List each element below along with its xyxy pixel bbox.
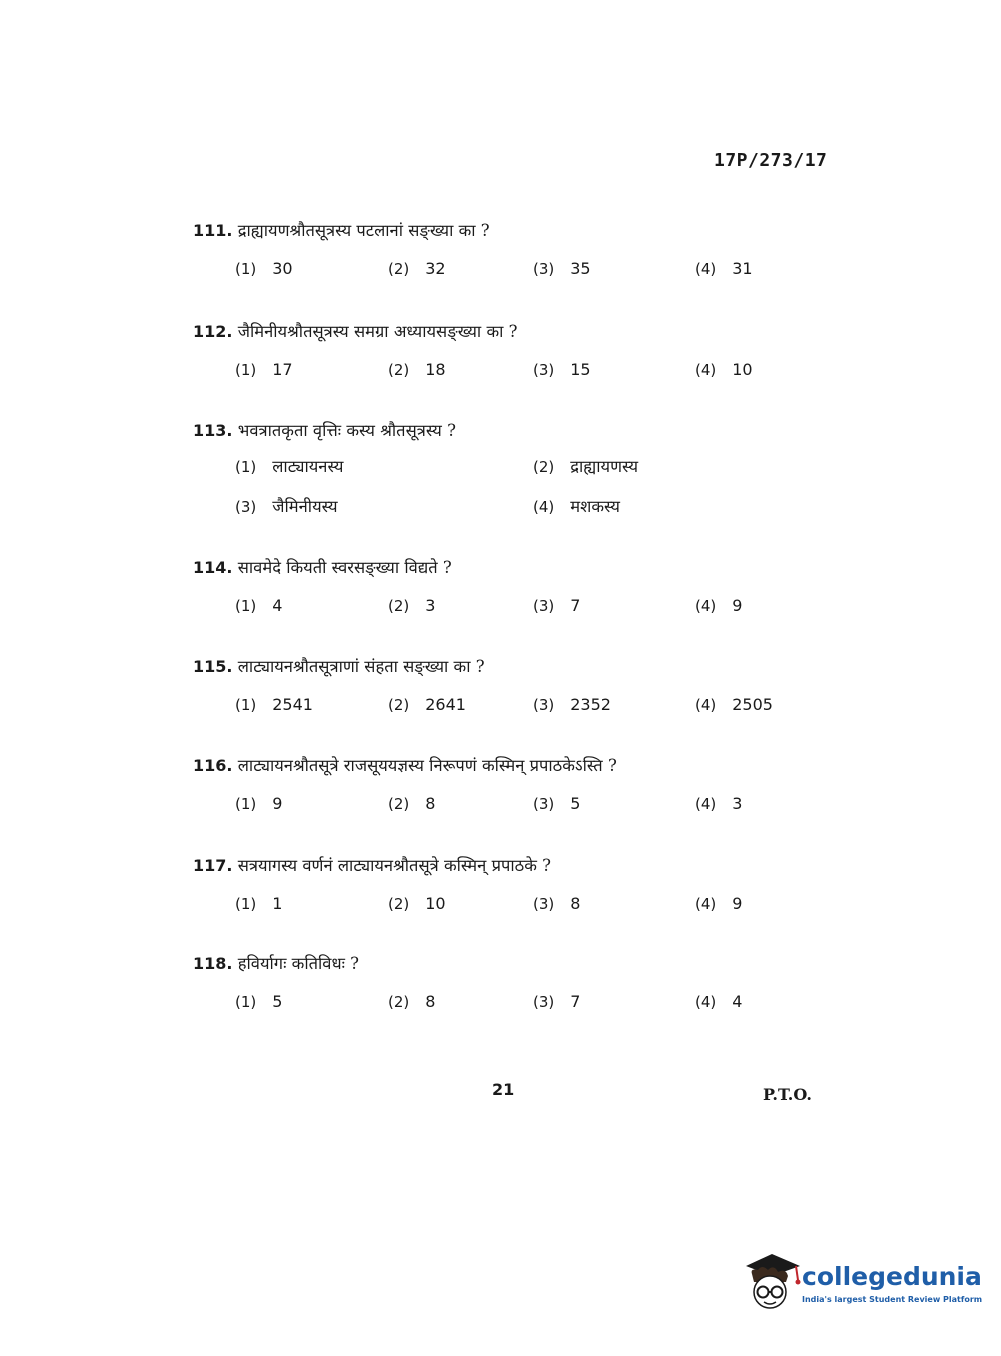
option-label: (4) (533, 498, 555, 516)
option-value: 35 (570, 259, 591, 278)
option-label: (1) (235, 696, 257, 714)
option-label: (1) (235, 895, 257, 913)
question-text: सत्रयागस्य वर्णनं लाट्यायनश्रौतसूत्रे कस्मिन् प्रपाठके ? (237, 856, 551, 875)
option-value: 2541 (272, 695, 313, 714)
option-3 (533, 357, 591, 383)
option-3 (533, 256, 591, 282)
option-3 (533, 791, 580, 817)
option-label: (3) (533, 795, 555, 813)
question-number: 118. (193, 954, 233, 973)
option-1 (235, 989, 282, 1015)
option-value: 9 (732, 894, 743, 913)
question-number: 116. (193, 756, 233, 775)
option-label: (1) (235, 993, 257, 1011)
question-text: लाट्यायनश्रौतसूत्राणां संहता सङ्ख्या का ? (237, 657, 485, 676)
option-label: (4) (695, 696, 717, 714)
option-value: 9 (732, 596, 743, 615)
option-4 (695, 989, 742, 1015)
option-label: (2) (388, 795, 410, 813)
question-text: हविर्यागः कतिविधः ? (237, 954, 360, 973)
option-value: 15 (570, 360, 591, 379)
option-label: (4) (695, 361, 717, 379)
option-2 (388, 593, 435, 619)
option-label: (1) (235, 260, 257, 278)
options-row (193, 593, 853, 619)
question-118 (193, 951, 853, 1015)
option-label: (4) (695, 895, 717, 913)
option-value: 17 (272, 360, 293, 379)
question-116 (193, 753, 853, 817)
question-111 (193, 218, 853, 282)
option-label: (1) (235, 361, 257, 379)
question-text-line (193, 951, 853, 977)
question-text: भवत्रातकृता वृत्तिः कस्य श्रौतसूत्रस्य ? (237, 421, 456, 440)
question-text-line (193, 218, 853, 244)
option-2 (388, 256, 446, 282)
option-value: 18 (425, 360, 446, 379)
options-row (193, 891, 853, 917)
option-label: (4) (695, 993, 717, 1011)
option-3 (533, 989, 580, 1015)
question-112 (193, 319, 853, 383)
option-1 (235, 593, 282, 619)
option-3 (533, 692, 611, 718)
option-2 (533, 454, 638, 480)
collegedunia-logo (742, 1248, 983, 1318)
question-115 (193, 654, 853, 718)
option-value: 10 (732, 360, 753, 379)
question-number: 115. (193, 657, 233, 676)
question-number: 113. (193, 421, 233, 440)
option-value: 4 (732, 992, 743, 1011)
option-value: 9 (272, 794, 283, 813)
option-label: (2) (388, 597, 410, 615)
option-4 (695, 256, 753, 282)
question-text: सावमेदे कियती स्वरसङ्ख्या विद्यते ? (237, 558, 452, 577)
option-label: (2) (388, 993, 410, 1011)
question-113 (193, 418, 853, 532)
option-label: (4) (695, 597, 717, 615)
logo-tagline: India's largest Student Review Platform (802, 1295, 983, 1304)
question-number: 114. (193, 558, 233, 577)
option-4 (695, 791, 742, 817)
option-value: 5 (570, 794, 581, 813)
option-label: (3) (533, 361, 555, 379)
option-label: (2) (388, 361, 410, 379)
pto-label: P.T.O. (763, 1085, 812, 1104)
option-value: 4 (272, 596, 283, 615)
option-3 (235, 494, 338, 520)
option-label: (3) (235, 498, 257, 516)
option-value: 31 (732, 259, 753, 278)
option-2 (388, 357, 446, 383)
option-2 (388, 989, 435, 1015)
option-1 (235, 891, 282, 917)
option-value: 5 (272, 992, 283, 1011)
options-row (193, 256, 853, 282)
option-value: 1 (272, 894, 283, 913)
option-label: (2) (388, 895, 410, 913)
option-1 (235, 357, 293, 383)
option-value: द्राह्यायणस्य (570, 457, 639, 476)
options-grid (193, 454, 853, 532)
option-2 (388, 692, 466, 718)
question-114 (193, 555, 853, 619)
option-value: 8 (425, 794, 436, 813)
option-label: (4) (695, 260, 717, 278)
option-value: 2352 (570, 695, 611, 714)
question-text: लाट्यायनश्रौतसूत्रे राजसूययज्ञस्य निरूपणं कस्मिन् प्रपाठकेऽस्ति ? (237, 756, 617, 775)
option-label: (3) (533, 993, 555, 1011)
option-4 (695, 692, 773, 718)
question-text-line (193, 555, 853, 581)
option-4 (695, 891, 742, 917)
paper-code: 17P/273/17 (714, 150, 828, 171)
option-value: 3 (425, 596, 436, 615)
option-label: (3) (533, 260, 555, 278)
option-value: लाट्यायनस्य (272, 457, 344, 476)
option-value: 7 (570, 992, 581, 1011)
option-value: 8 (425, 992, 436, 1011)
question-text-line (193, 853, 853, 879)
option-label: (1) (235, 458, 257, 476)
question-text-line (193, 654, 853, 680)
question-text-line (193, 418, 853, 444)
question-number: 117. (193, 856, 233, 875)
question-number: 112. (193, 322, 233, 341)
option-3 (533, 891, 580, 917)
option-4 (695, 593, 742, 619)
option-1 (235, 256, 293, 282)
question-text-line (193, 753, 853, 779)
option-label: (1) (235, 795, 257, 813)
option-2 (388, 891, 446, 917)
option-value: 3 (732, 794, 743, 813)
option-label: (3) (533, 895, 555, 913)
option-4 (533, 494, 620, 520)
option-1 (235, 692, 313, 718)
question-117 (193, 853, 853, 917)
options-row (193, 357, 853, 383)
question-text: जैमिनीयश्रौतसूत्रस्य समग्रा अध्यायसङ्ख्या का ? (237, 322, 518, 341)
option-label: (3) (533, 597, 555, 615)
option-label: (1) (235, 597, 257, 615)
option-label: (2) (533, 458, 555, 476)
option-value: मशकस्य (570, 497, 620, 516)
options-row (193, 989, 853, 1015)
options-row (193, 692, 853, 718)
option-value: 7 (570, 596, 581, 615)
option-2 (388, 791, 435, 817)
option-value: 2505 (732, 695, 773, 714)
option-value: 8 (570, 894, 581, 913)
option-value: 32 (425, 259, 446, 278)
question-text-line (193, 319, 853, 345)
option-value: 2641 (425, 695, 466, 714)
option-label: (3) (533, 696, 555, 714)
option-value: जैमिनीयस्य (272, 497, 338, 516)
option-label: (4) (695, 795, 717, 813)
mascot-icon (742, 1248, 804, 1318)
option-4 (695, 357, 753, 383)
option-1 (235, 791, 282, 817)
option-1 (235, 454, 343, 480)
question-number: 111. (193, 221, 233, 240)
option-label: (2) (388, 696, 410, 714)
option-value: 10 (425, 894, 446, 913)
question-text: द्राह्यायणश्रौतसूत्रस्य पटलानां सङ्ख्या का ? (237, 221, 490, 240)
option-3 (533, 593, 580, 619)
option-value: 30 (272, 259, 293, 278)
option-label: (2) (388, 260, 410, 278)
page-number: 21 (492, 1080, 515, 1099)
logo-text: collegedunia (802, 1262, 982, 1291)
options-row (193, 791, 853, 817)
